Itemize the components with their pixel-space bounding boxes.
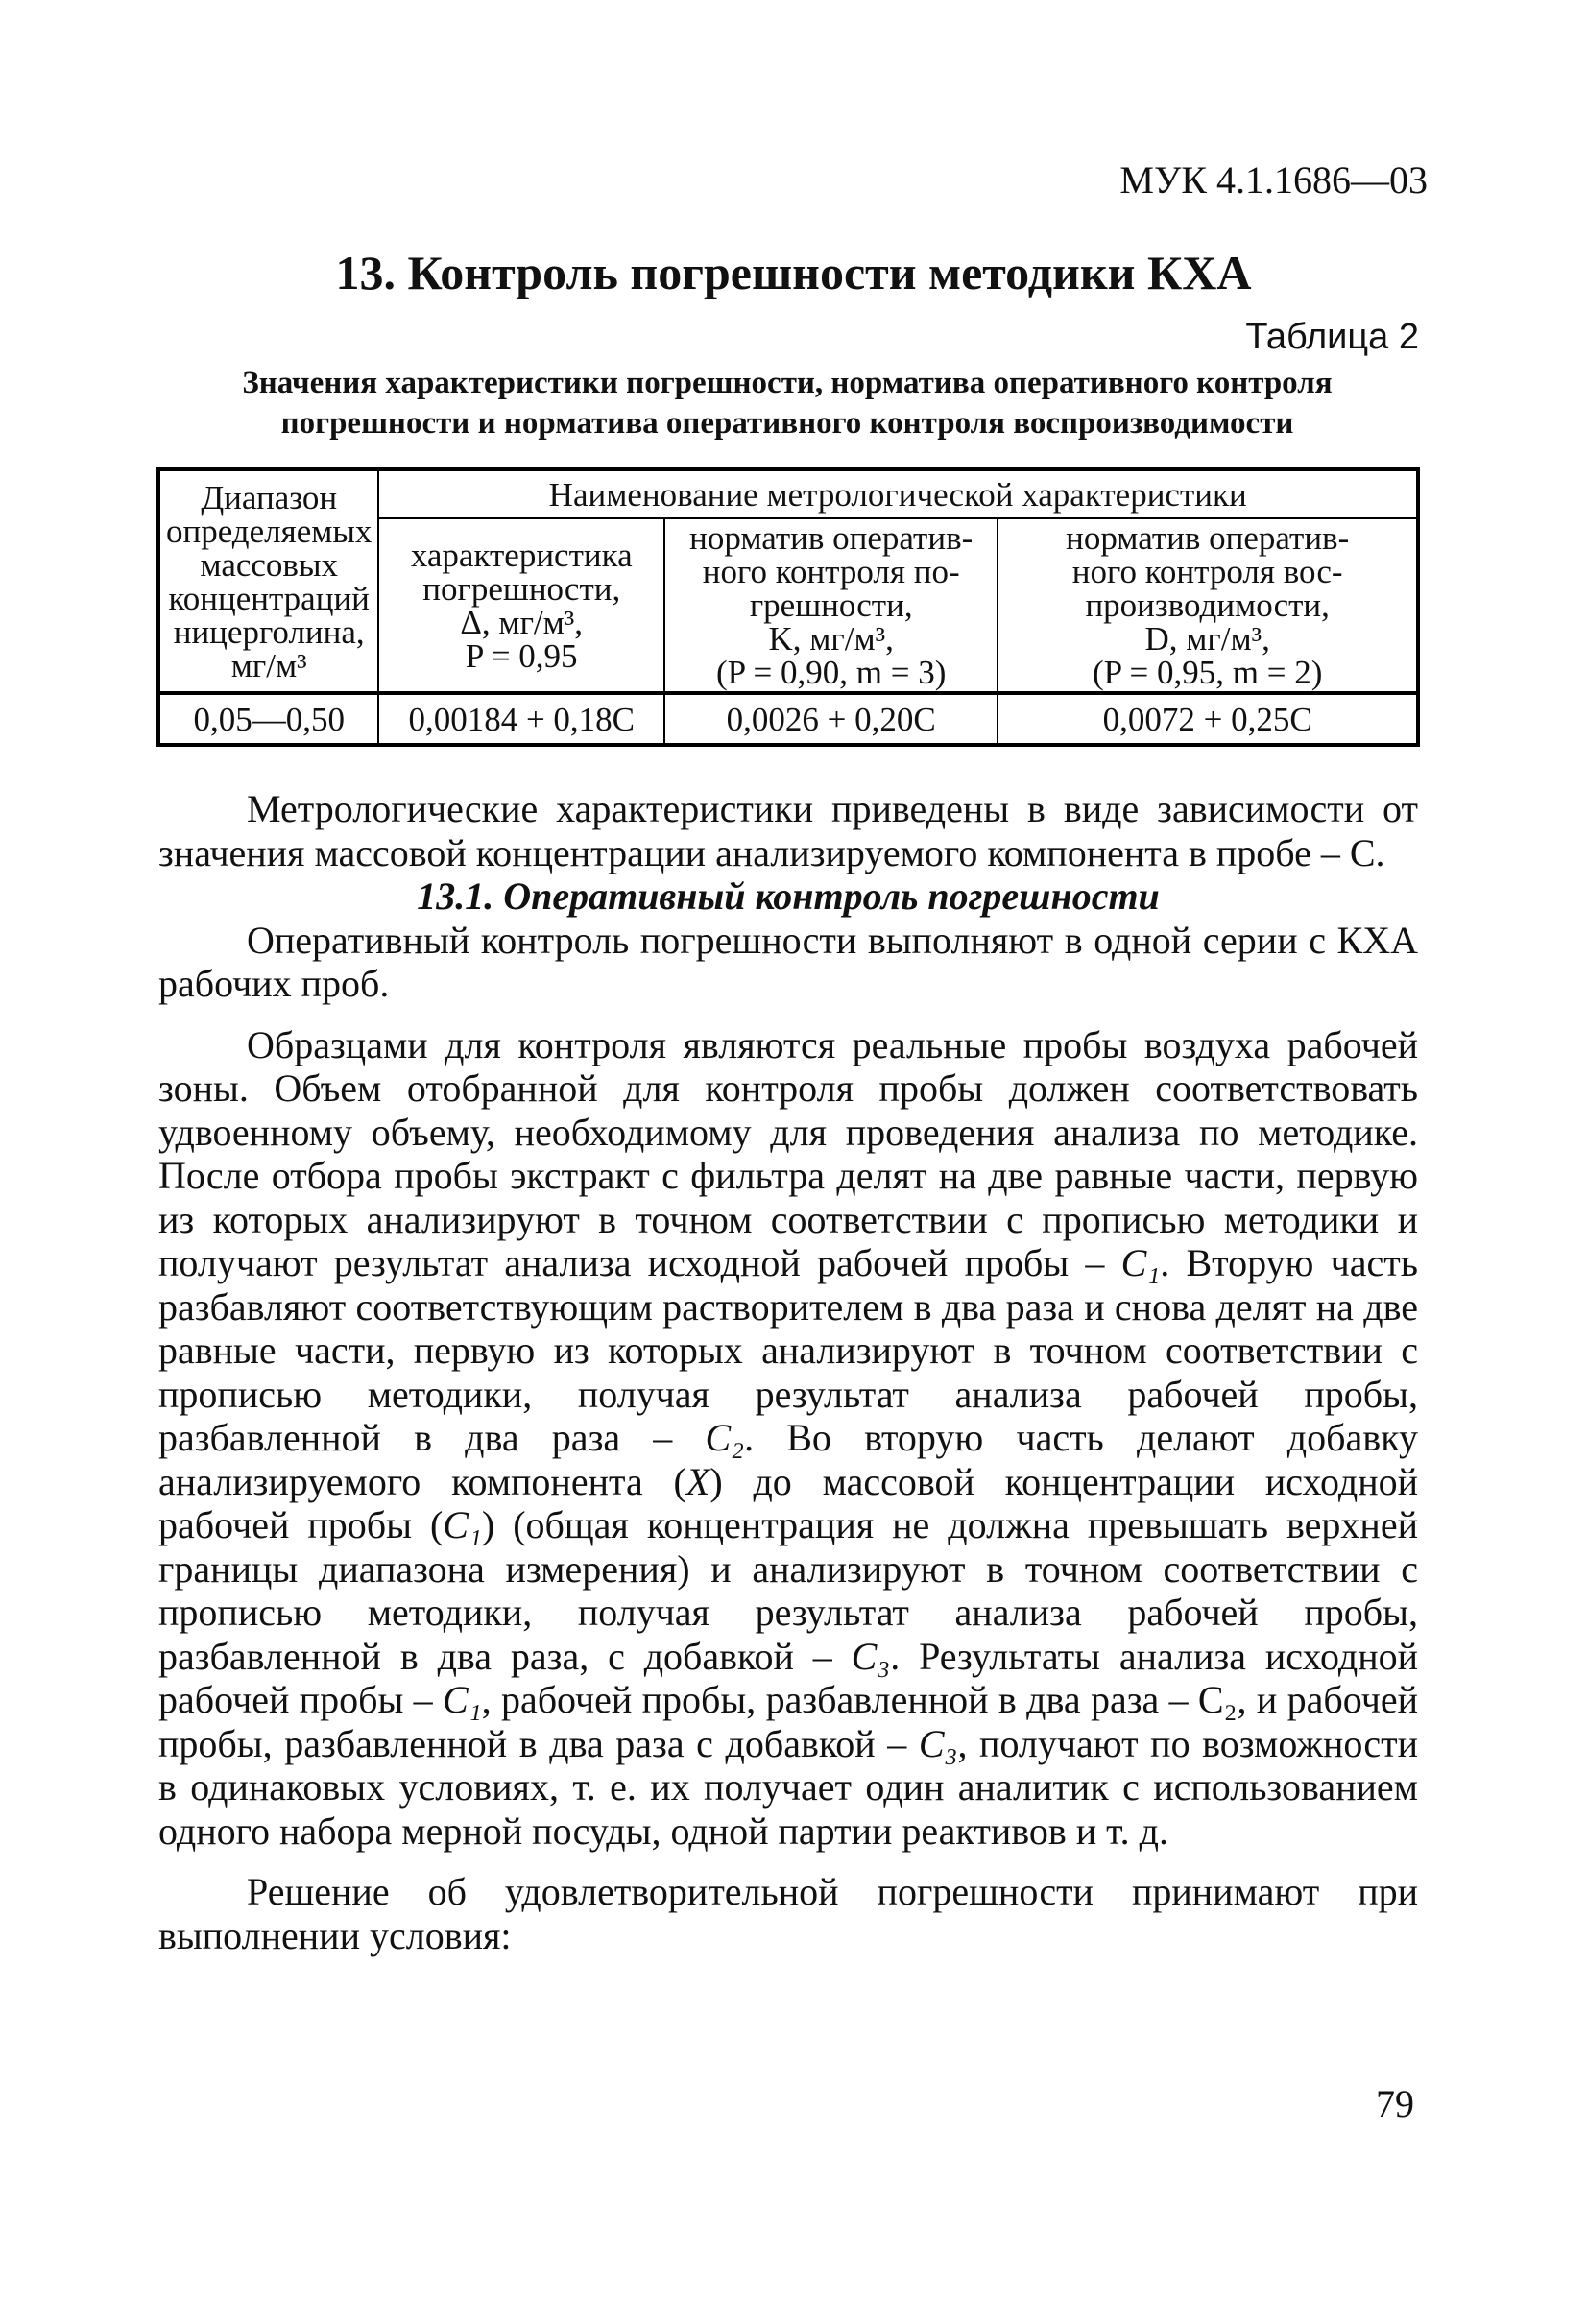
- paragraph-samples: Образцами для контроля являются реальные пробы воздуха рабочей зоны. Объем отобранной для контроля пробы должен соответствовать удвоенному объему, необходимому для проведения анализа по методике. После отбора пробы экстракт с фильтра делят на две равные части, первую из которых анализируют в точном соответствии с прописью методики и получают результат анализа исходной рабочей пробы – C₁. Вторую часть разбавляют соответствующим растворителем в два раза и снова делят на две равные части, первую из которых анализируют в точном соответствии с прописью методики, получая результат анализа рабочей пробы, разбавленной в два раза – C₂. Во вторую часть делают добавку анализируемого компонента (X) до массовой концентрации исходной рабочей пробы (C₁) (общая концентрация не должна превышать верхней границы диапазона измерения) и анализируют в точном соответствии с прописью методики, получая результат анализа рабочей пробы, разбавленной в два раза, с добавкой – C₃. Результаты анализа исходной рабочей пробы – C₁, рабочей пробы, разбавленной в два раза – C₂, и рабочей пробы, разбавленной в два раза с добавкой – C₃, получают по возможности в одинаковых условиях, т. е. их получает один аналитик с использованием одного набора мерной посуды, одной партии реактивов и т. д.: [158, 1022, 1419, 1853]
- body-text: [158, 787, 1418, 1957]
- page-number: 79: [1376, 2082, 1414, 2125]
- subsection-title: 13.1. Оперативный контроль погрешности: [417, 874, 1160, 918]
- table-label: Таблица 2: [1245, 317, 1419, 357]
- header-k: норматив оператив- ного контроля по- грешности, K, мг/м³, (P = 0,90, m = 3): [664, 518, 998, 693]
- header-d: норматив оператив- ного контроля вос- производимости, D, мг/м³, (P = 0,95, m = 2): [998, 518, 1418, 693]
- cell-range: 0,05—0,50: [158, 693, 378, 745]
- header-group: Наименование метрологической характеристики: [378, 469, 1418, 518]
- paragraph-control: Оперативный контроль погрешности выполняют в одной серии с КХА рабочих проб.: [158, 918, 1418, 1005]
- table-caption: Значения характеристики погрешности, норматива оперативного контроля погрешности и норматива оперативного контроля воспроизводимости: [242, 366, 1333, 442]
- document-code: МУК 4.1.1686—03: [1119, 158, 1428, 202]
- paragraph-decision: Решение об удовлетворительной погрешности принимают при выполнении условия:: [158, 1870, 1418, 1957]
- header-range: Диапазон определяемых массовых концентраций ницерголина, мг/м³: [158, 469, 378, 693]
- table-row: [158, 693, 1418, 745]
- section-title: 13. Контроль погрешности методики КХА: [335, 246, 1252, 299]
- metrology-table: [156, 467, 1420, 747]
- paragraph-intro: Метрологические характеристики приведены в виде зависимости от значения массовой концентрации анализируемого компонента в пробе – C.: [158, 787, 1418, 874]
- cell-delta: 0,00184 + 0,18C: [378, 693, 664, 745]
- cell-k: 0,0026 + 0,20C: [664, 693, 998, 745]
- cell-d: 0,0072 + 0,25C: [998, 693, 1418, 745]
- header-delta: характеристика погрешности, Δ, мг/м³, P = 0,95: [378, 518, 664, 693]
